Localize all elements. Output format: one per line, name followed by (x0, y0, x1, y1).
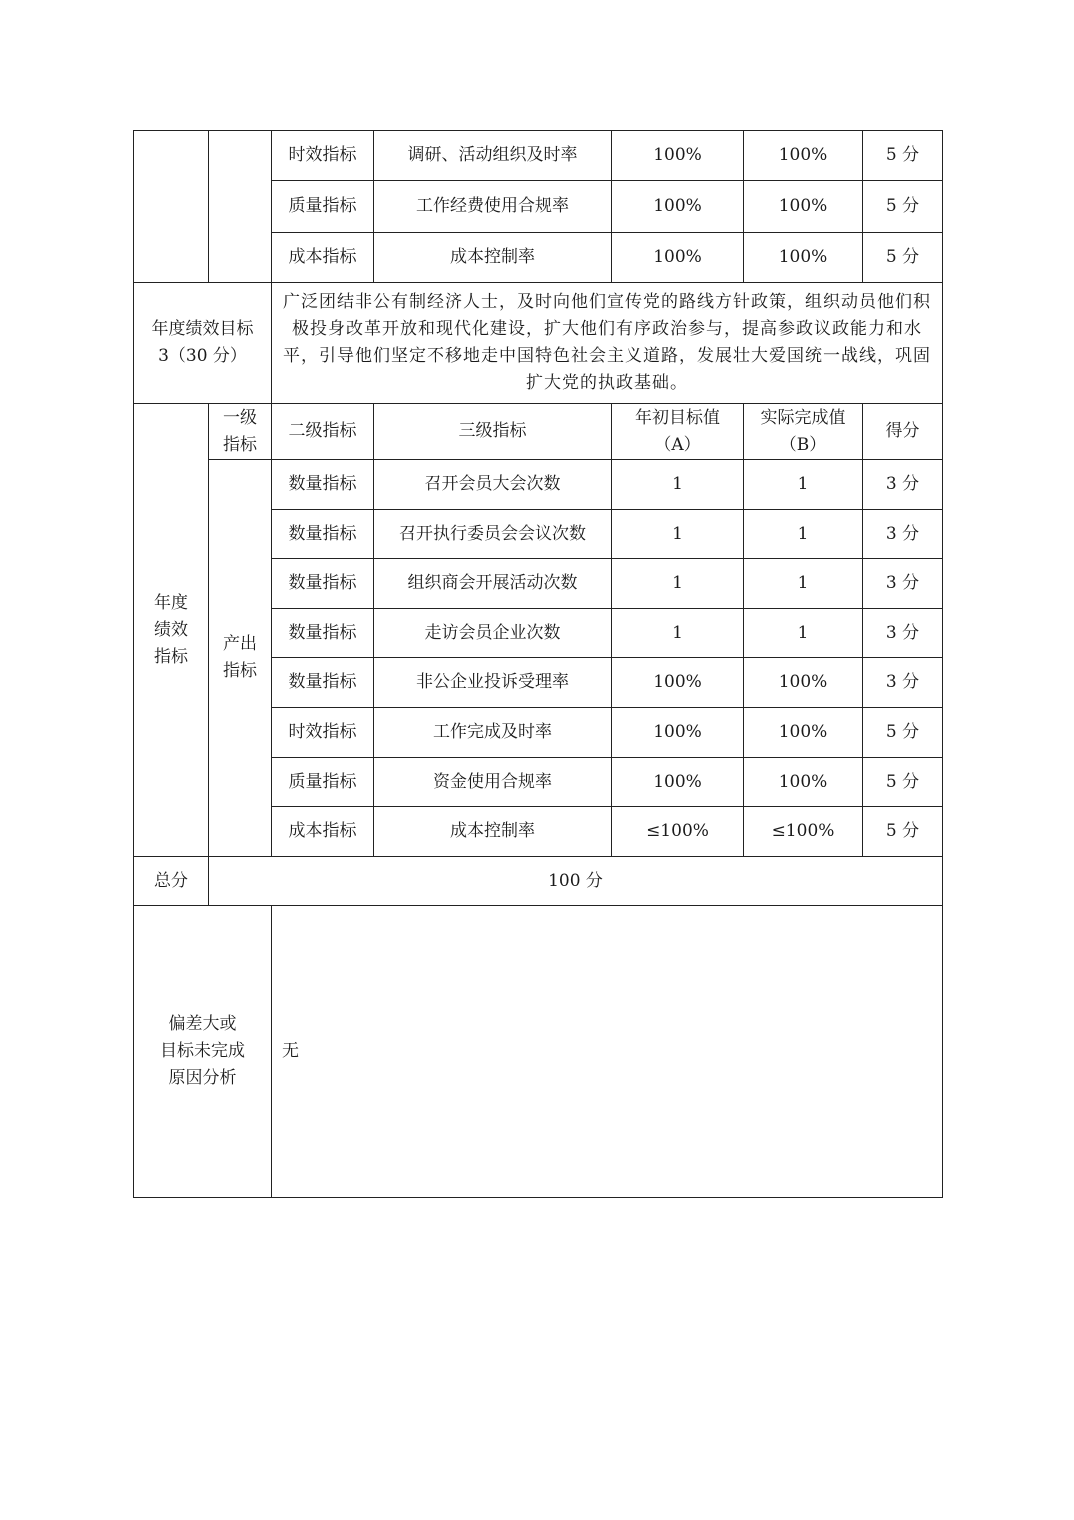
target-cell: 100% (612, 233, 744, 283)
level3-cell: 成本控制率 (374, 807, 612, 857)
level2-cell: 数量指标 (272, 460, 374, 510)
score-cell: 3 分 (863, 510, 943, 559)
score-cell: 5 分 (863, 807, 943, 857)
actual-cell: 1 (744, 559, 863, 609)
level2-cell: 数量指标 (272, 510, 374, 559)
level2-cell: 质量指标 (272, 181, 374, 233)
header-actual: 实际完成值 （B） (744, 404, 863, 460)
target-cell: 1 (612, 559, 744, 609)
level3-cell: 走访会员企业次数 (374, 609, 612, 658)
level2-cell: 质量指标 (272, 758, 374, 807)
target-cell: 1 (612, 460, 744, 510)
total-value: 100 分 (209, 857, 943, 906)
actual-cell: 100% (744, 658, 863, 708)
level3-cell: 工作经费使用合规率 (374, 181, 612, 233)
total-row (134, 857, 943, 906)
actual-cell: 100% (744, 233, 863, 283)
header-target: 年初目标值 （A） (612, 404, 744, 460)
level3-cell: 召开执行委员会会议次数 (374, 510, 612, 559)
target-cell: 100% (612, 758, 744, 807)
level3-cell: 工作完成及时率 (374, 708, 612, 758)
level2-cell: 时效指标 (272, 708, 374, 758)
table-row (134, 131, 943, 181)
level2-cell: 成本指标 (272, 807, 374, 857)
header-score: 得分 (863, 404, 943, 460)
level2-cell: 数量指标 (272, 559, 374, 609)
header-level3: 三级指标 (374, 404, 612, 460)
score-cell: 3 分 (863, 658, 943, 708)
actual-cell: ≤100% (744, 807, 863, 857)
output-label: 产出 指标 (209, 460, 272, 857)
header-level2: 二级指标 (272, 404, 374, 460)
level3-cell: 成本控制率 (374, 233, 612, 283)
score-cell: 3 分 (863, 559, 943, 609)
score-cell: 3 分 (863, 460, 943, 510)
actual-cell: 1 (744, 460, 863, 510)
level3-cell: 召开会员大会次数 (374, 460, 612, 510)
level3-cell: 非公企业投诉受理率 (374, 658, 612, 708)
deviation-label: 偏差大或 目标未完成 原因分析 (134, 906, 272, 1198)
score-cell: 5 分 (863, 181, 943, 233)
actual-cell: 100% (744, 131, 863, 181)
target-cell: 100% (612, 131, 744, 181)
performance-table (133, 130, 943, 1198)
target-cell: 100% (612, 658, 744, 708)
table-row (134, 460, 943, 510)
level3-cell: 调研、活动组织及时率 (374, 131, 612, 181)
empty-cell (134, 131, 209, 283)
actual-cell: 100% (744, 181, 863, 233)
level2-cell: 时效指标 (272, 131, 374, 181)
score-cell: 3 分 (863, 609, 943, 658)
target-cell: 100% (612, 181, 744, 233)
actual-cell: 100% (744, 758, 863, 807)
target-cell: ≤100% (612, 807, 744, 857)
goal-description: 广泛团结非公有制经济人士，及时向他们宣传党的路线方针政策，组织动员他们积极投身改革开放和现代化建设，扩大他们有序政治参与，提高参政议政能力和水平，引导他们坚定不移地走中国特色社会主义道路，发展壮大爱国统一战线，巩固扩大党的执政基础。 (272, 283, 943, 404)
level3-cell: 资金使用合规率 (374, 758, 612, 807)
target-cell: 100% (612, 708, 744, 758)
deviation-row (134, 906, 943, 1198)
level2-cell: 成本指标 (272, 233, 374, 283)
deviation-value: 无 (272, 906, 943, 1198)
header-row (134, 404, 943, 460)
score-cell: 5 分 (863, 233, 943, 283)
goal-row (134, 283, 943, 404)
level2-cell: 数量指标 (272, 658, 374, 708)
level2-cell: 数量指标 (272, 609, 374, 658)
level3-cell: 组织商会开展活动次数 (374, 559, 612, 609)
score-cell: 5 分 (863, 708, 943, 758)
actual-cell: 1 (744, 609, 863, 658)
score-cell: 5 分 (863, 758, 943, 807)
actual-cell: 1 (744, 510, 863, 559)
goal-label: 年度绩效目标 3（30 分） (134, 283, 272, 404)
actual-cell: 100% (744, 708, 863, 758)
header-level1: 一级 指标 (209, 404, 272, 460)
target-cell: 1 (612, 510, 744, 559)
target-cell: 1 (612, 609, 744, 658)
empty-cell (209, 131, 272, 283)
section-label: 年度 绩效 指标 (134, 404, 209, 857)
total-label: 总分 (134, 857, 209, 906)
score-cell: 5 分 (863, 131, 943, 181)
